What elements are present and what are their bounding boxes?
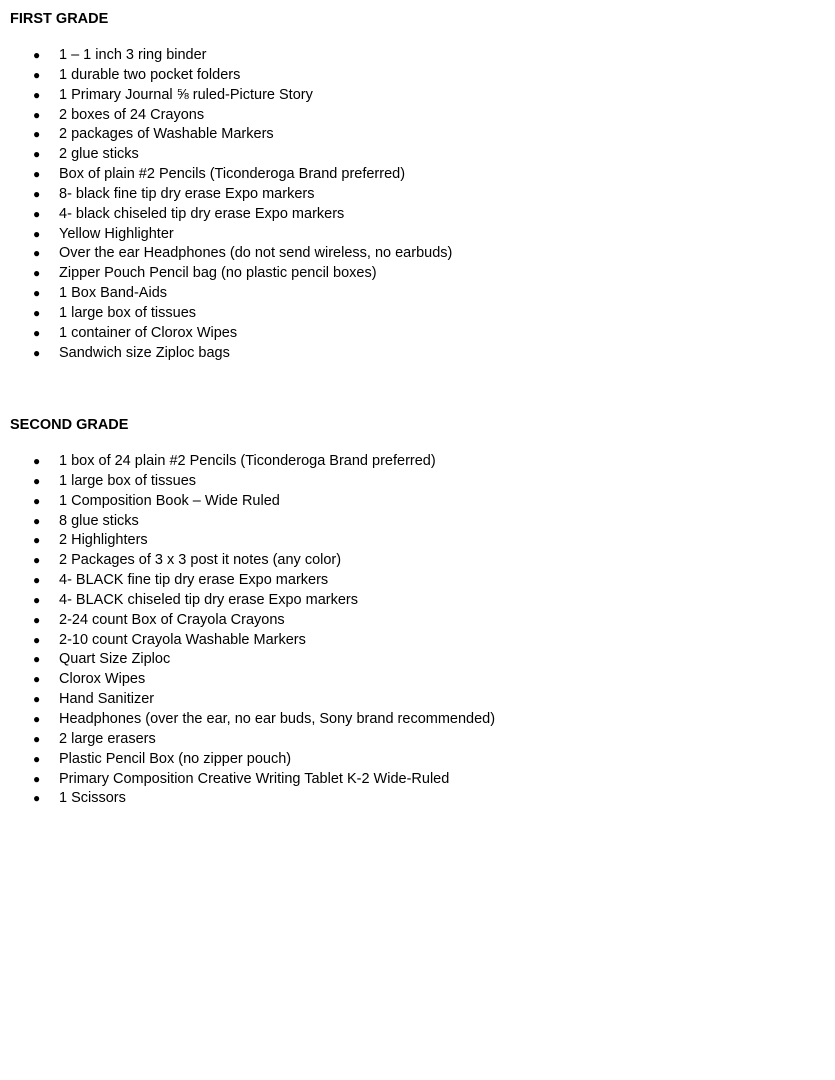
list-item-text: 1 Primary Journal ⅝ ruled-Picture Story: [59, 86, 313, 103]
bullet-icon: ●: [33, 186, 41, 201]
list-item-text: 1 durable two pocket folders: [59, 66, 241, 83]
list-item: [10, 531, 810, 551]
list-item: [10, 165, 810, 185]
list-item-text: Hand Sanitizer: [59, 691, 155, 708]
bullet-icon: ●: [33, 286, 41, 301]
bullet-icon: ●: [33, 592, 41, 607]
list-item: [10, 106, 810, 126]
list-item: [10, 86, 810, 106]
list-item-text: 2-24 count Box of Crayola Crayons: [59, 611, 285, 628]
list-item: [10, 670, 810, 690]
bullet-icon: ●: [33, 107, 41, 122]
list-item: [10, 125, 810, 145]
bullet-icon: ●: [33, 48, 41, 62]
bullet-icon: ●: [33, 771, 41, 786]
list-item: [10, 650, 810, 670]
bullet-icon: ●: [33, 652, 41, 667]
list-item-text: Headphones (over the ear, no ear buds, Sony brand recommended): [59, 710, 496, 727]
bullet-icon: ●: [33, 573, 41, 588]
list-item: [10, 472, 810, 492]
list-item-text: Zipper Pouch Pencil bag (no plastic pencil boxes): [59, 265, 377, 282]
list-item-text: 2 packages of Washable Markers: [59, 126, 274, 143]
list-item-text: Clorox Wipes: [59, 671, 146, 688]
list-item: [10, 185, 810, 205]
bullet-icon: ●: [33, 266, 41, 281]
list-item: [10, 611, 810, 631]
bullet-icon: ●: [33, 87, 41, 102]
list-item: [10, 304, 810, 324]
list-item: [10, 145, 810, 165]
list-item-text: 4- BLACK fine tip dry erase Expo markers: [59, 572, 329, 589]
second-grade-list: [10, 452, 810, 809]
bullet-icon: ●: [33, 305, 41, 320]
bullet-icon: ●: [33, 147, 41, 162]
list-item-text: Plastic Pencil Box (no zipper pouch): [59, 750, 292, 767]
first-grade-heading: FIRST GRADE: [10, 11, 109, 27]
list-item-text: Quart Size Ziploc: [59, 651, 171, 668]
list-item-text: 1 Box Band-Aids: [59, 285, 168, 302]
list-item-text: 8- black fine tip dry erase Expo markers: [59, 185, 315, 202]
bullet-icon: ●: [33, 325, 41, 340]
bullet-icon: ●: [33, 672, 41, 687]
list-item: [10, 591, 810, 611]
list-item-text: 2-10 count Crayola Washable Markers: [59, 631, 306, 648]
bullet-icon: ●: [33, 612, 41, 627]
bullet-icon: ●: [33, 632, 41, 647]
bullet-icon: ●: [33, 246, 41, 261]
list-item: [10, 512, 810, 532]
list-item: [10, 205, 810, 225]
bullet-icon: ●: [33, 731, 41, 746]
list-item: [10, 46, 810, 66]
list-item: [10, 710, 810, 730]
list-item: [10, 452, 810, 472]
list-item: [10, 551, 810, 571]
bullet-icon: ●: [33, 533, 41, 548]
bullet-icon: ●: [33, 226, 41, 241]
first-grade-list: [10, 46, 810, 364]
second-grade-heading: SECOND GRADE: [10, 417, 129, 433]
list-item: [10, 770, 810, 790]
list-item-text: 1 Scissors: [59, 790, 126, 807]
second-grade-section: [10, 416, 810, 809]
list-item-text: 1 container of Clorox Wipes: [59, 324, 238, 341]
list-item-text: 2 Highlighters: [59, 532, 148, 549]
bullet-icon: ●: [33, 67, 41, 82]
list-item-text: Box of plain #2 Pencils (Ticonderoga Brand preferred): [59, 166, 406, 183]
bullet-icon: ●: [33, 206, 41, 221]
list-item-text: Sandwich size Ziploc bags: [59, 344, 230, 361]
list-item: [10, 571, 810, 591]
bullet-icon: ●: [33, 454, 41, 468]
list-item-text: 2 large erasers: [59, 730, 156, 747]
list-item: [10, 264, 810, 284]
list-item: [10, 244, 810, 264]
list-item-text: 1 – 1 inch 3 ring binder: [59, 47, 207, 63]
list-item-text: Yellow Highlighter: [59, 225, 174, 242]
bullet-icon: ●: [33, 711, 41, 726]
list-item-text: 1 large box of tissues: [59, 472, 197, 489]
list-item-text: 1 large box of tissues: [59, 304, 197, 321]
list-item: [10, 344, 810, 364]
bullet-icon: ●: [33, 127, 41, 142]
list-item-text: 8 glue sticks: [59, 512, 139, 529]
bullet-icon: ●: [33, 513, 41, 528]
list-item: [10, 690, 810, 710]
bullet-icon: ●: [33, 345, 41, 360]
list-item: [10, 789, 810, 809]
list-item-text: Over the ear Headphones (do not send wireless, no earbuds): [59, 245, 453, 262]
bullet-icon: ●: [33, 167, 41, 182]
list-item: [10, 631, 810, 651]
bullet-icon: ●: [33, 692, 41, 707]
list-item-text: 1 Composition Book – Wide Ruled: [59, 492, 280, 509]
bullet-icon: ●: [33, 553, 41, 568]
list-item-text: Primary Composition Creative Writing Tablet K-2 Wide-Ruled: [59, 770, 450, 787]
first-grade-section: [10, 10, 810, 364]
list-item: [10, 284, 810, 304]
list-item-text: 4- BLACK chiseled tip dry erase Expo markers: [59, 591, 358, 608]
list-item-text: 4- black chiseled tip dry erase Expo markers: [59, 205, 345, 222]
list-item: [10, 324, 810, 344]
bullet-icon: ●: [33, 791, 41, 806]
bullet-icon: ●: [33, 751, 41, 766]
list-item-text: 2 Packages of 3 x 3 post it notes (any color): [59, 552, 342, 569]
list-item-text: 1 box of 24 plain #2 Pencils (Ticonderoga Brand preferred): [59, 453, 436, 469]
list-item: [10, 750, 810, 770]
bullet-icon: ●: [33, 493, 41, 508]
list-item: [10, 492, 810, 512]
list-item-text: 2 glue sticks: [59, 146, 139, 163]
list-item-text: 2 boxes of 24 Crayons: [59, 106, 205, 123]
list-item: [10, 225, 810, 245]
list-item: [10, 730, 810, 750]
bullet-icon: ●: [33, 473, 41, 488]
list-item: [10, 66, 810, 86]
